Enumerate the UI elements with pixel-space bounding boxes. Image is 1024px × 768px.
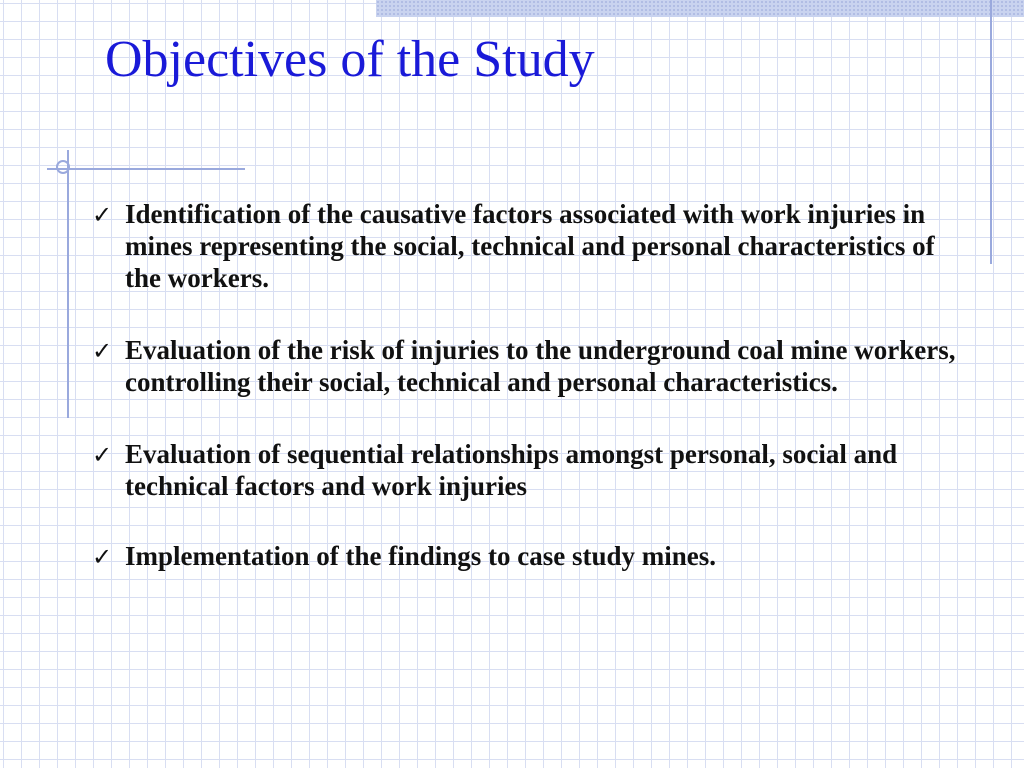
decorative-vertical-rule-left — [67, 150, 69, 418]
checkmark-icon: ✓ — [92, 337, 113, 365]
objective-text: Evaluation of sequential relationships amongst personal, social and technical factors and work injuries — [125, 439, 898, 501]
objective-text: Implementation of the findings to case study mines. — [125, 541, 717, 571]
decorative-vertical-rule-right — [990, 0, 992, 264]
objective-item — [92, 198, 972, 294]
objective-item — [92, 540, 972, 572]
objective-item — [92, 438, 972, 502]
objective-item — [92, 334, 972, 398]
checkmark-icon: ✓ — [92, 201, 113, 229]
decorative-top-band — [376, 0, 1024, 17]
objective-text: Evaluation of the risk of injuries to the underground coal mine workers, controlling their social, technical and personal characteristics. — [125, 335, 956, 397]
objectives-list — [92, 198, 972, 572]
objective-text: Identification of the causative factors associated with work injuries in mines representing the social, technical and personal characteristics of the workers. — [125, 199, 935, 293]
decorative-horizontal-rule — [47, 168, 245, 170]
checkmark-icon: ✓ — [92, 441, 113, 469]
checkmark-icon: ✓ — [92, 543, 113, 571]
slide-title: Objectives of the Study — [105, 31, 595, 88]
crosshair-ring-icon — [56, 160, 70, 174]
